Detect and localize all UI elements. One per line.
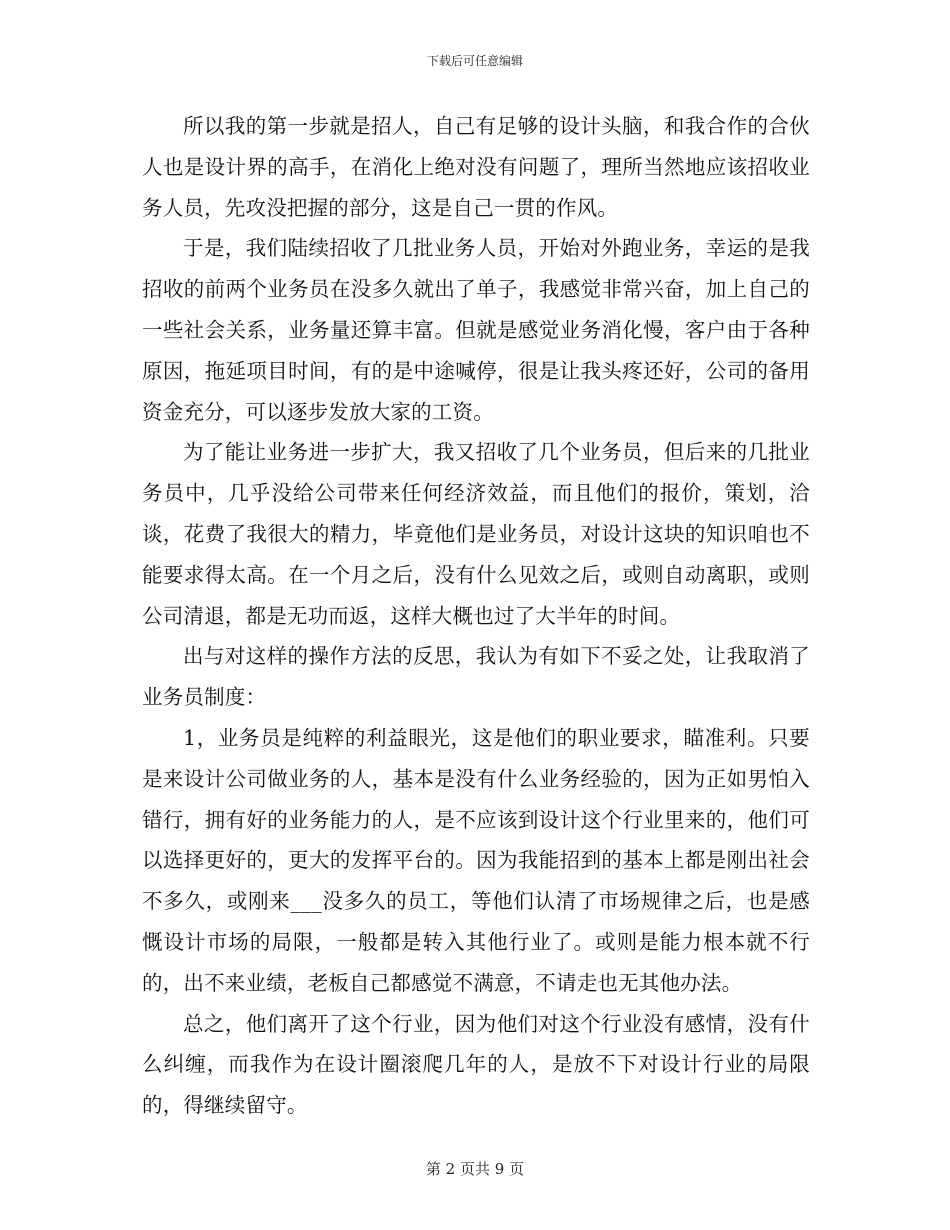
page-header-note: 下载后可任意编辑: [426, 54, 523, 68]
paragraph-2: 于是，我们陆续招收了几批业务人员，开始对外跑业务，幸运的是我招收的前两个业务员在没多久就出了单子，我感觉非常兴奋，加上自己的一些社会关系，业务量还算丰富。但就是感觉业务消化慢，客户由于各种原因，拖延项目时间，有的是中途喊停，很是让我头疼还好，公司的备用资金充分，可以逐步发放大家的工资。: [142, 236, 810, 424]
paragraph-1: 所以我的第一步就是招人，自己有足够的设计头脑，和我合作的合伙人也是设计界的高手，在消化上绝对没有问题了，理所当然地应该招收业务人员，先攻没把握的部分，这是自己一贯的作风。: [142, 114, 810, 220]
document-body: [142, 106, 810, 1126]
page-number-footer: 第 2 页共 9 页: [425, 1160, 525, 1178]
paragraph-4: 出与对这样的操作方法的反思，我认为有如下不妥之处，让我取消了业务员制度：: [142, 644, 810, 710]
paragraph-3: 为了能让业务进一步扩大，我又招收了几个业务员，但后来的几批业务员中，几乎没给公司带来任何经济效益，而且他们的报价，策划，洽谈，花费了我很大的精力，毕竟他们是业务员，对设计这块的知识咱也不能要求得太高。在一个月之后，没有什么见效之后，或则自动离职，或则公司清退，都是无功而返，这样大概也过了大半年的时间。: [142, 440, 810, 628]
paragraph-6: 总之，他们离开了这个行业，因为他们对这个行业没有感情，没有什么纠缠，而我作为在设计圈滚爬几年的人，是放不下对设计行业的局限的，得继续留守。: [142, 1011, 810, 1118]
paragraph-5: 1，业务员是纯粹的利益眼光，这是他们的职业要求，瞄准利。只要是来设计公司做业务的人，基本是没有什么业务经验的，因为正如男怕入错行，拥有好的业务能力的人，是不应该到设计这个行业里来的，他们可以选择更好的，更大的发挥平台的。因为我能招到的基本上都是刚出社会不多久，或刚来___没多久的员工，等他们认清了市场规律之后，也是感慨设计市场的局限，一般都是转入其他行业了。或则是能力根本就不行的，出不来业绩，老板自己都感觉不满意，不请走也无其他办法。: [142, 725, 810, 995]
